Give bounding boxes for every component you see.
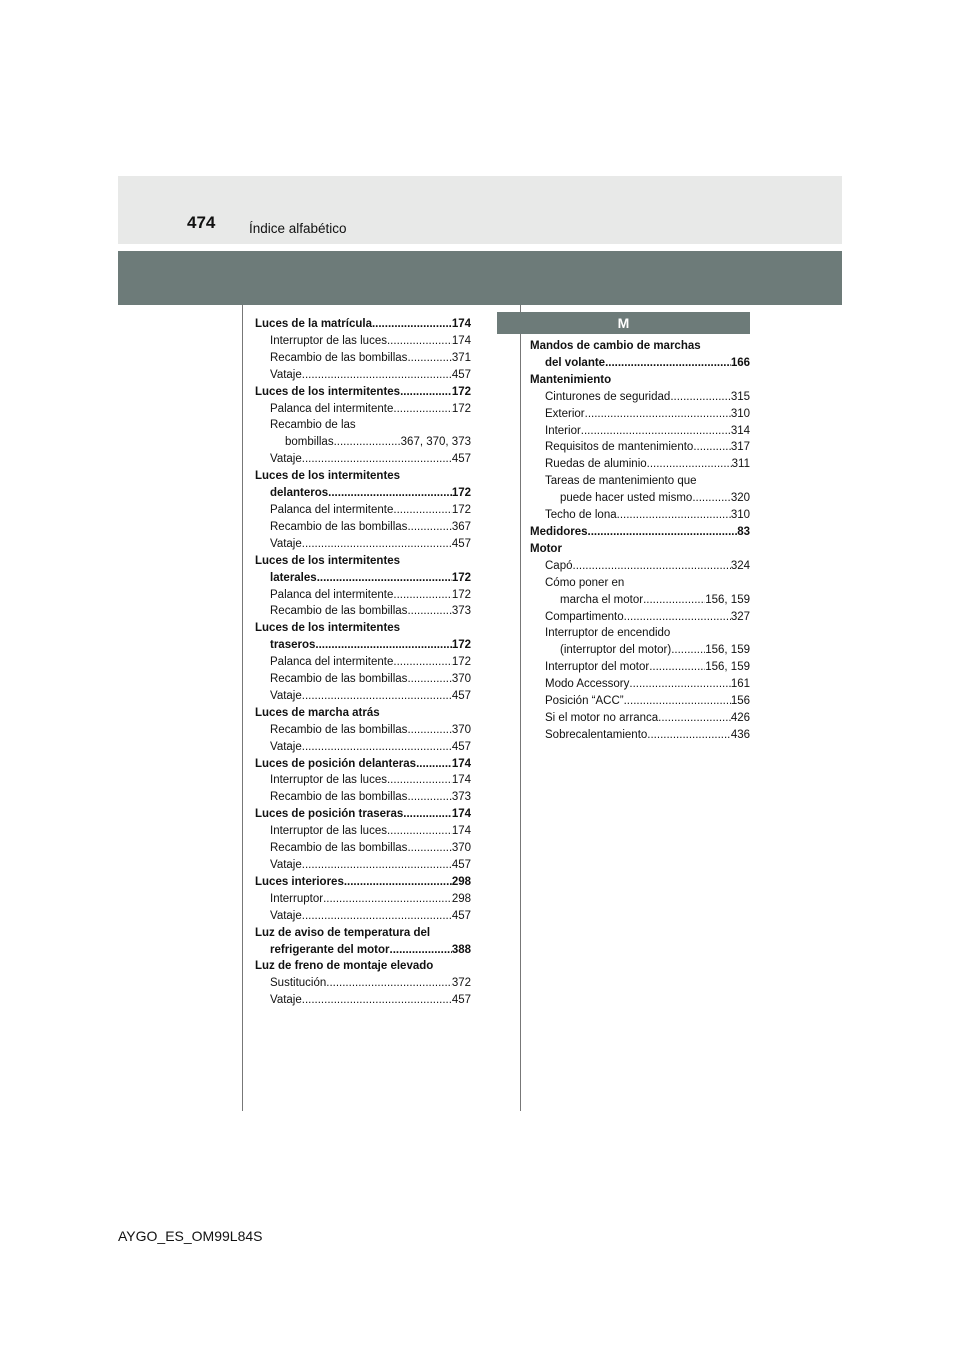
entry-page: 172 (451, 639, 471, 652)
entry-label: Tareas de mantenimiento que (545, 475, 697, 488)
leader-dots (387, 772, 452, 789)
entry-page: 320 (730, 492, 750, 505)
entry-page: 311 (731, 458, 750, 471)
leader-dots (573, 558, 731, 575)
index-entry (255, 756, 471, 773)
index-entry (255, 401, 471, 418)
entry-label: laterales (270, 571, 317, 584)
index-entry (255, 688, 471, 705)
index-entry (255, 806, 471, 823)
entry-label: Luces de marcha atrás (255, 706, 380, 719)
index-entry (255, 637, 471, 654)
entry-page: 161 (730, 678, 750, 691)
index-entry (255, 958, 471, 975)
entry-label: Sobrecalentamiento (545, 728, 648, 741)
entry-page: 310 (730, 407, 750, 420)
index-entry (255, 925, 471, 942)
index-entry (530, 338, 750, 355)
index-entry (255, 891, 471, 908)
entry-label: marcha el motor (560, 593, 644, 606)
index-entry (255, 772, 471, 789)
leader-dots (344, 874, 452, 891)
entry-page: 172 (451, 656, 471, 669)
leader-dots (302, 688, 452, 705)
entry-label: Posición “ACC” (545, 695, 624, 708)
index-entry (530, 642, 750, 659)
entry-page: 457 (451, 453, 471, 466)
index-entry (530, 355, 750, 372)
index-entry (530, 372, 750, 389)
leader-dots (323, 891, 452, 908)
entry-page: 174 (451, 774, 471, 787)
index-entry (255, 384, 471, 401)
leader-dots (317, 570, 452, 587)
entry-label: del volante (545, 356, 606, 369)
leader-dots (400, 384, 452, 401)
entry-page: 457 (451, 368, 471, 381)
entry-label: puede hacer usted mismo (560, 492, 693, 505)
index-entry (530, 490, 750, 507)
entry-page: 174 (451, 334, 471, 347)
entry-label: Luces de posición delanteras (255, 757, 417, 770)
leader-dots (617, 507, 731, 524)
entry-page: 457 (451, 537, 471, 550)
entry-label: Vataje (270, 994, 302, 1007)
index-entry (255, 620, 471, 637)
leader-dots (693, 439, 731, 456)
entry-page: 457 (451, 994, 471, 1007)
leader-dots (315, 637, 451, 654)
index-entry (530, 592, 750, 609)
leader-dots (670, 389, 731, 406)
index-entry (530, 659, 750, 676)
leader-dots (372, 316, 452, 333)
leader-dots (393, 654, 451, 671)
leader-dots (647, 727, 731, 744)
leader-dots (407, 722, 451, 739)
leader-dots (629, 676, 730, 693)
index-entry (255, 874, 471, 891)
index-entry (530, 439, 750, 456)
index-entry (530, 507, 750, 524)
entry-label: Luces de los intermitentes (255, 554, 401, 567)
entry-label: Interruptor (270, 892, 324, 905)
letter-tab-m: M (497, 312, 750, 334)
entry-label: Techo de lona (545, 509, 617, 522)
index-entry (255, 823, 471, 840)
entry-label: Requisitos de mantenimiento (545, 441, 694, 454)
index-entry (255, 587, 471, 604)
entry-page: 156, 159 (705, 644, 750, 657)
section-title: Índice alfabético (249, 221, 347, 236)
entry-label: Mandos de cambio de marchas (530, 340, 701, 352)
entry-page: 370 (451, 673, 471, 686)
entry-page: 367 (451, 520, 471, 533)
entry-page: 457 (451, 689, 471, 702)
index-entry (255, 840, 471, 857)
leader-dots (692, 490, 730, 507)
index-entry (255, 739, 471, 756)
leader-dots (302, 992, 452, 1009)
index-entry (255, 570, 471, 587)
entry-page: 83 (737, 525, 750, 538)
entry-page: 367, 370, 373 (400, 436, 471, 449)
leader-dots (407, 519, 451, 536)
entry-page: 315 (730, 390, 750, 403)
leader-dots (387, 823, 452, 840)
leader-dots (387, 333, 452, 350)
index-entry (530, 524, 750, 541)
entry-label: Vataje (270, 368, 302, 381)
index-entry (255, 705, 471, 722)
entry-label: Vataje (270, 909, 302, 922)
entry-page: 172 (451, 588, 471, 601)
entry-label: Modo Accessory (545, 678, 630, 691)
entry-page: 174 (451, 825, 471, 838)
index-entry (255, 553, 471, 570)
entry-label: Luces de los intermitentes (255, 385, 401, 398)
leader-dots (302, 908, 452, 925)
entry-label: traseros (270, 639, 316, 652)
index-entry (530, 456, 750, 473)
entry-page: 371 (451, 351, 471, 364)
entry-label: Vataje (270, 453, 302, 466)
entry-label: Interior (545, 424, 581, 437)
index-entry (530, 473, 750, 490)
entry-page: 156 (730, 695, 750, 708)
index-entry (530, 693, 750, 710)
entry-label: Luces de los intermitentes (255, 622, 401, 635)
entry-page: 314 (730, 424, 750, 437)
leader-dots (416, 756, 452, 773)
index-entry (530, 625, 750, 642)
index-entry (255, 789, 471, 806)
leader-dots (302, 857, 452, 874)
entry-label: Luz de freno de montaje elevado (255, 960, 434, 973)
index-entry (255, 857, 471, 874)
entry-label: Luces de la matrícula (255, 318, 372, 330)
leader-dots (647, 456, 732, 473)
index-entry (530, 558, 750, 575)
entry-page: 370 (451, 842, 471, 855)
index-entry (530, 727, 750, 744)
column-rule-middle (520, 305, 521, 1111)
entry-label: Cinturones de seguridad (545, 390, 671, 403)
entry-label: Vataje (270, 689, 302, 702)
entry-label: Motor (530, 542, 562, 555)
entry-label: Vataje (270, 740, 302, 753)
entry-page: 174 (451, 757, 471, 770)
entry-label: Recambio de las bombillas (270, 791, 408, 804)
index-entry (255, 536, 471, 553)
leader-dots (390, 942, 452, 959)
index-entry (255, 451, 471, 468)
entry-page: 317 (730, 441, 750, 454)
leader-dots (585, 406, 731, 423)
entry-label: Capó (545, 559, 573, 572)
index-entry (530, 609, 750, 626)
entry-page: 172 (451, 385, 471, 398)
entry-page: 298 (451, 875, 471, 888)
index-entry (255, 519, 471, 536)
entry-page: 298 (451, 892, 471, 905)
entry-page: 172 (451, 503, 471, 516)
entry-label: Interruptor de encendido (545, 627, 671, 640)
leader-dots (393, 587, 451, 604)
entry-label: Recambio de las bombillas (270, 673, 408, 686)
entry-page: 457 (451, 859, 471, 871)
leader-dots (649, 659, 705, 676)
entry-label: Sustitución (270, 977, 327, 990)
entry-label: Ruedas de aluminio (545, 458, 647, 471)
index-entry (255, 603, 471, 620)
entry-page: 172 (451, 487, 471, 500)
leader-dots (302, 739, 452, 756)
header-dark-band (118, 251, 842, 305)
entry-page: 373 (451, 605, 471, 618)
entry-page: 310 (730, 509, 750, 522)
leader-dots (403, 806, 452, 823)
entry-label: Medidores (530, 525, 588, 538)
leader-dots (302, 367, 452, 384)
index-entry (255, 316, 471, 333)
entry-label: Luces de posición traseras (255, 808, 404, 821)
entry-label: Interruptor de las luces (270, 334, 387, 347)
index-entry (255, 992, 471, 1009)
index-entry (530, 541, 750, 558)
entry-label: Recambio de las bombillas (270, 723, 408, 736)
index-entry (255, 502, 471, 519)
index-entry (255, 908, 471, 925)
leader-dots (334, 434, 401, 451)
index-entry (255, 417, 471, 434)
index-entry (530, 389, 750, 406)
entry-label: Vataje (270, 537, 302, 550)
leader-dots (643, 592, 705, 609)
leader-dots (328, 485, 452, 502)
index-entry (255, 333, 471, 350)
index-entry (255, 350, 471, 367)
entry-label: Palanca del intermitente (270, 656, 394, 669)
leader-dots (407, 671, 451, 688)
index-entry (255, 367, 471, 384)
entry-label: Palanca del intermitente (270, 503, 394, 516)
entry-page: 174 (451, 318, 471, 330)
index-entry (255, 975, 471, 992)
entry-label: Interruptor del motor (545, 661, 650, 674)
index-entry (255, 671, 471, 688)
leader-dots (605, 355, 731, 372)
entry-page: 426 (730, 711, 750, 724)
index-column-right (530, 338, 750, 744)
entry-label: Recambio de las bombillas (270, 351, 408, 364)
index-entry (530, 710, 750, 727)
leader-dots (588, 524, 738, 541)
entry-label: Recambio de las bombillas (270, 605, 408, 618)
entry-label: Luces interiores (255, 875, 344, 888)
leader-dots (326, 975, 452, 992)
page-number: 474 (187, 213, 216, 232)
leader-dots (302, 536, 452, 553)
leader-dots (624, 609, 731, 626)
index-entry (530, 423, 750, 440)
entry-page: 174 (451, 808, 471, 821)
index-entry (255, 468, 471, 485)
index-entry (255, 722, 471, 739)
index-column-left (255, 316, 471, 1009)
entry-page: 372 (451, 977, 471, 990)
entry-page: 156, 159 (705, 593, 750, 606)
entry-label: Luces de los intermitentes (255, 470, 401, 483)
entry-label: (interruptor del motor) (560, 644, 672, 657)
entry-page: 436 (730, 728, 750, 741)
entry-page: 324 (730, 559, 750, 572)
index-entry (530, 575, 750, 592)
entry-label: bombillas (285, 436, 334, 449)
entry-page: 172 (451, 571, 471, 584)
entry-page: 327 (730, 610, 750, 623)
entry-label: Si el motor no arranca (545, 711, 659, 724)
header-band (118, 176, 842, 244)
entry-page: 172 (451, 402, 471, 415)
index-entry (255, 485, 471, 502)
entry-label: Mantenimiento (530, 373, 612, 386)
entry-page: 388 (451, 943, 471, 956)
entry-label: Vataje (270, 859, 302, 871)
entry-label: Luz de aviso de temperatura del (255, 926, 431, 939)
entry-page: 370 (451, 723, 471, 736)
footer-code: AYGO_ES_OM99L84S (118, 1228, 263, 1244)
index-entry (530, 676, 750, 693)
index-entry (255, 942, 471, 959)
leader-dots (407, 350, 451, 367)
leader-dots (658, 710, 731, 727)
entry-page: 457 (451, 909, 471, 922)
entry-label: refrigerante del motor (270, 943, 390, 956)
entry-label: Recambio de las bombillas (270, 842, 408, 855)
leader-dots (581, 423, 731, 440)
index-entry (530, 406, 750, 423)
leader-dots (407, 603, 451, 620)
leader-dots (407, 789, 451, 806)
entry-label: delanteros (270, 487, 329, 500)
leader-dots (393, 502, 451, 519)
entry-label: Recambio de las bombillas (270, 520, 408, 533)
entry-page: 373 (451, 791, 471, 804)
leader-dots (407, 840, 451, 857)
leader-dots (302, 451, 452, 468)
leader-dots (671, 642, 705, 659)
index-entry (255, 434, 471, 451)
entry-label: Interruptor de las luces (270, 774, 387, 787)
entry-label: Interruptor de las luces (270, 825, 387, 838)
leader-dots (393, 401, 451, 418)
index-entry (255, 654, 471, 671)
column-rule-left (242, 305, 243, 1111)
entry-label: Cómo poner en (545, 576, 625, 589)
entry-label: Recambio de las (270, 419, 356, 432)
entry-page: 166 (730, 356, 750, 369)
entry-page: 457 (451, 740, 471, 753)
entry-label: Compartimento (545, 610, 624, 623)
leader-dots (624, 693, 731, 710)
entry-page: 156, 159 (705, 661, 750, 674)
entry-label: Palanca del intermitente (270, 588, 394, 601)
entry-label: Exterior (545, 407, 585, 420)
entry-label: Palanca del intermitente (270, 402, 394, 415)
